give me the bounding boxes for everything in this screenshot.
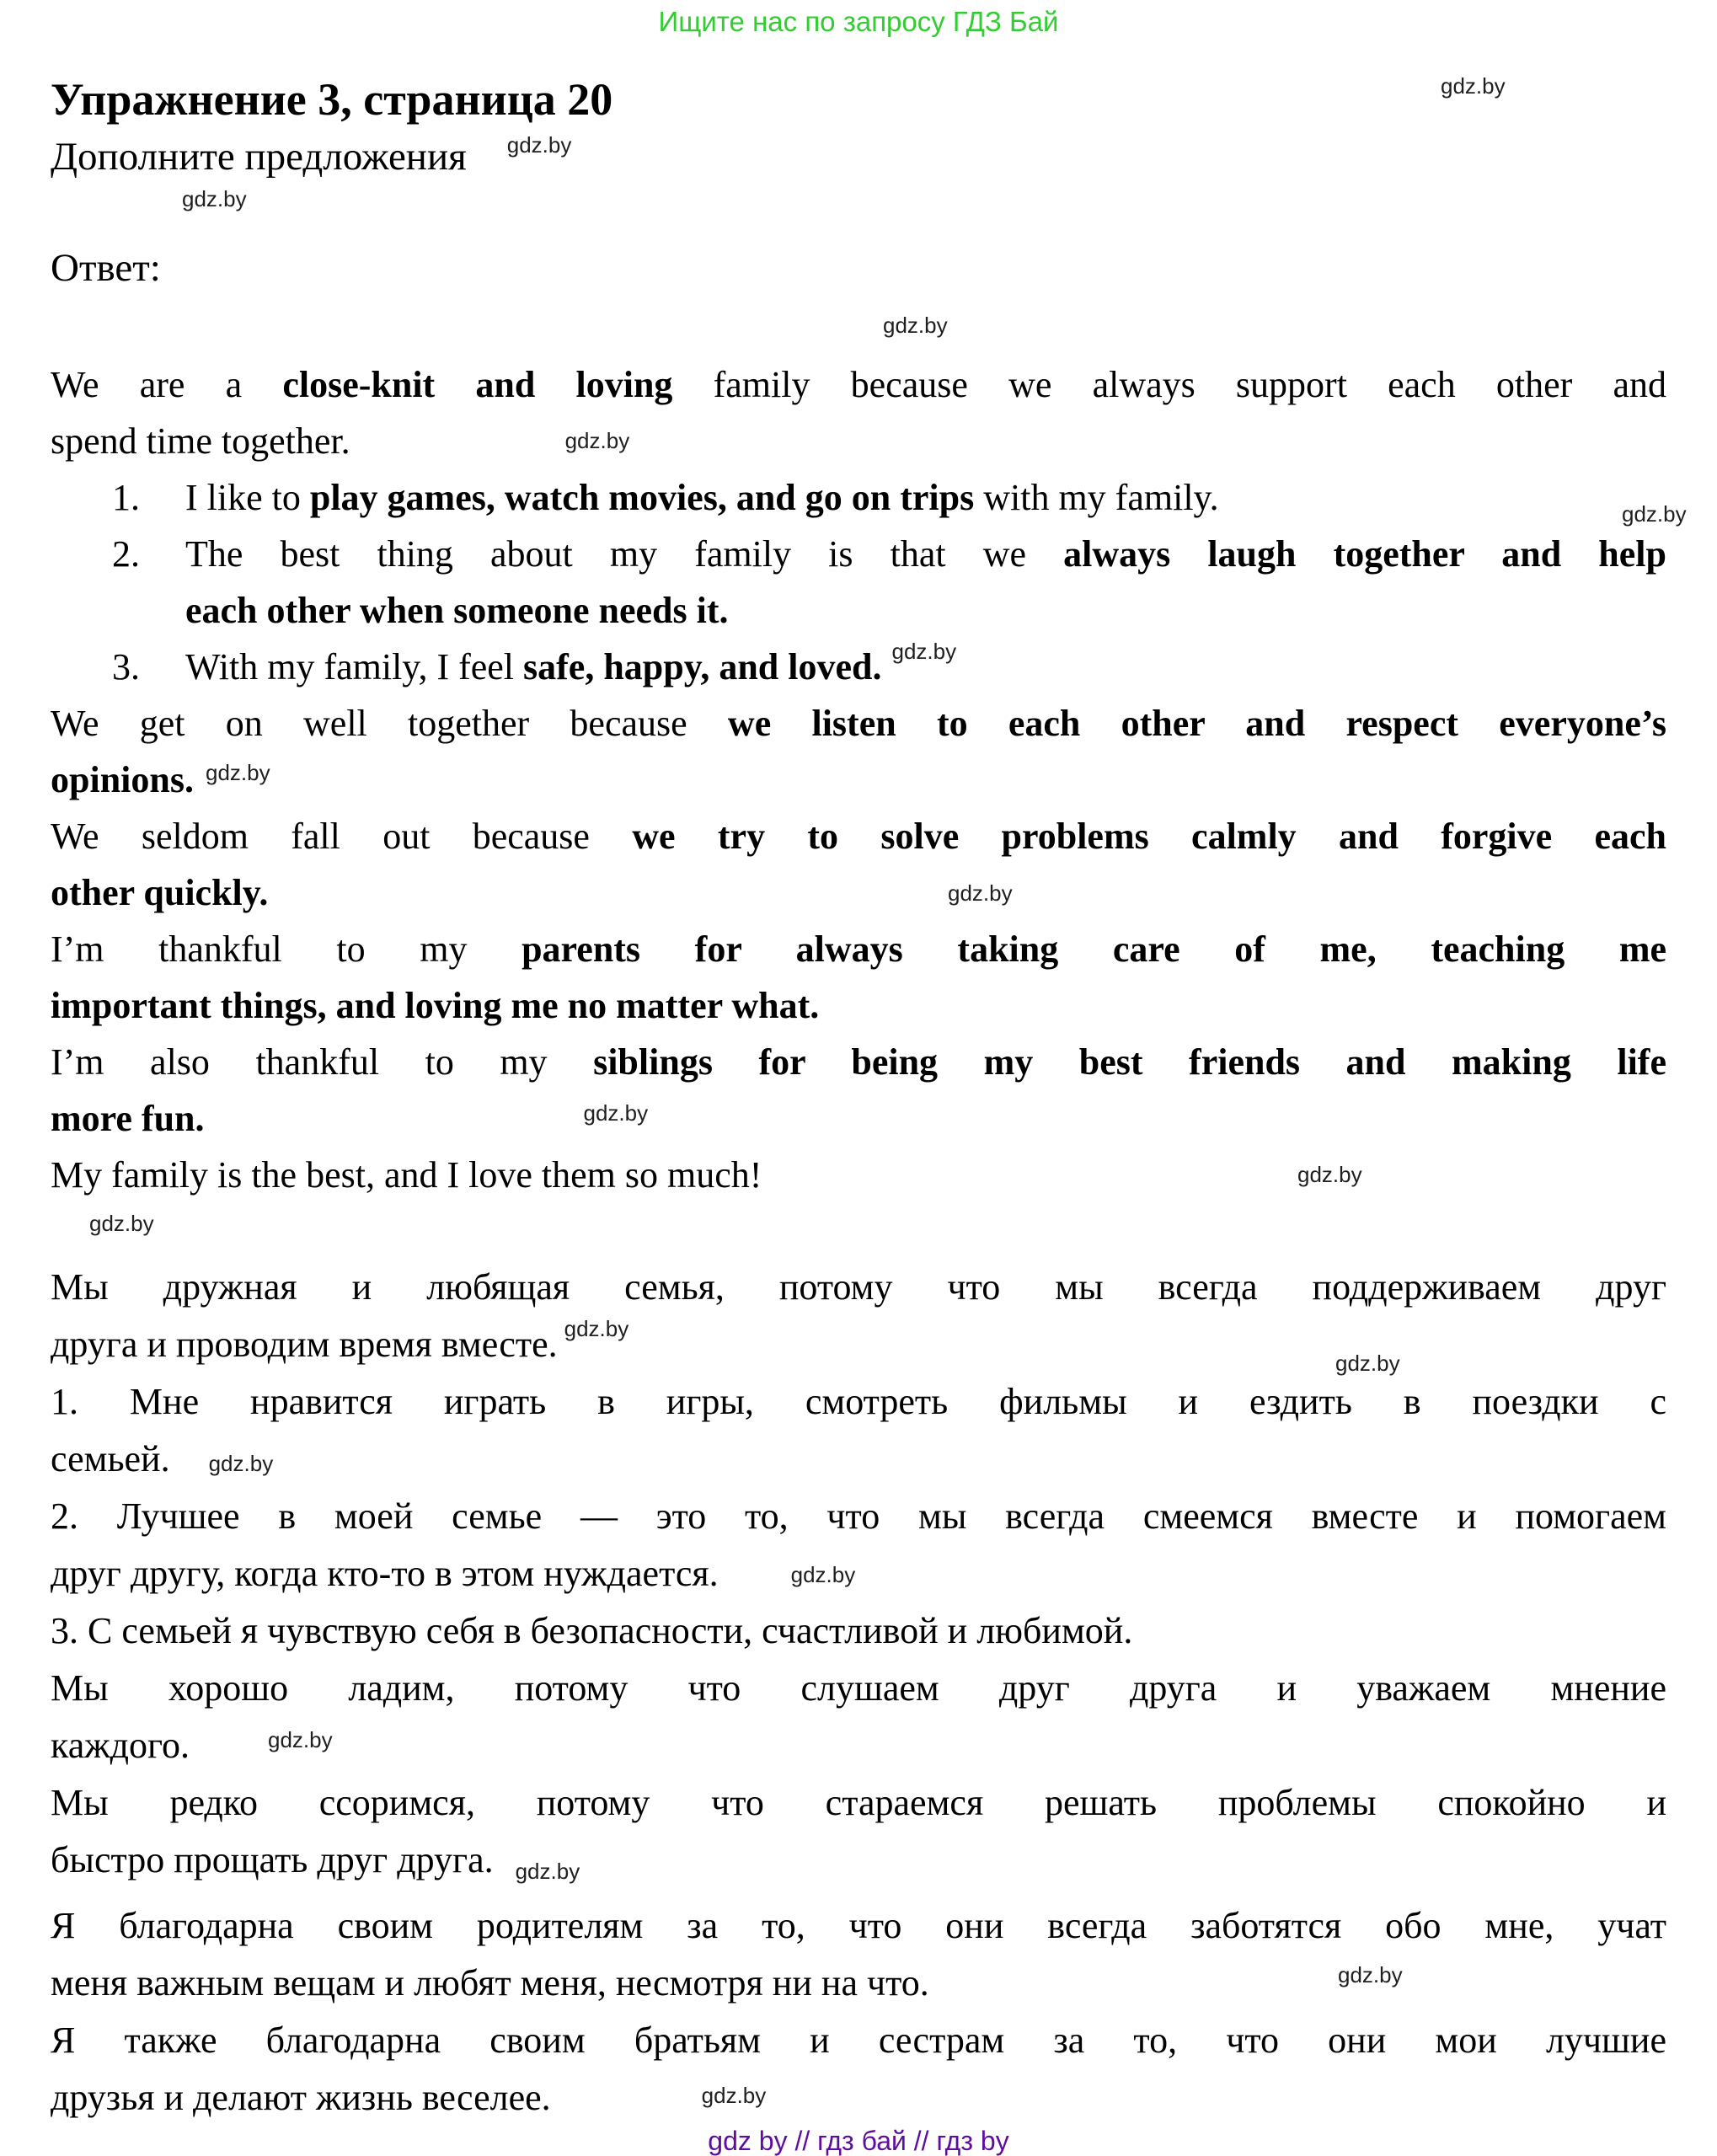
list-number: 2. <box>112 533 140 575</box>
answer-text: We are a <box>51 364 283 405</box>
gdz-watermark: gdz.by <box>948 880 1013 906</box>
list-number: 1. <box>112 477 140 518</box>
text-line <box>51 977 1666 1034</box>
answer-body <box>51 356 1666 2127</box>
exercise-title: Упражнение 3, страница 20 <box>51 74 613 125</box>
answer-text: 1. Мне нравится играть в игры, смотреть фильмы и ездить в поездки с <box>51 1381 1666 1422</box>
text-line <box>51 864 1666 921</box>
answer-text: 3. С семьей я чувствую себя в безопасности, счастливой и любимой. <box>51 1610 1133 1651</box>
en-list-item-2 <box>51 526 1666 639</box>
text-line <box>51 1373 1666 1431</box>
answer-text: друга и проводим время вместе. <box>51 1324 558 1365</box>
text-line <box>51 1832 1666 1889</box>
text-line <box>51 1431 1666 1488</box>
text-line <box>51 2069 1666 2127</box>
text-line <box>51 1488 1666 1545</box>
ru-item-1 <box>51 1373 1666 1488</box>
text-line <box>51 526 1666 582</box>
text-line <box>51 1897 1666 1955</box>
answer-text: Я благодарна своим родителям за то, что они всегда заботятся обо мне, учат <box>51 1905 1666 1946</box>
answer-label: Ответ: <box>51 246 161 290</box>
text-line <box>51 808 1666 864</box>
answer-text: I’m thankful to my <box>51 928 522 970</box>
answer-text-bold: more fun. <box>51 1098 205 1139</box>
ru-seldom <box>51 1774 1666 1889</box>
en-list-item-1 <box>51 469 1666 526</box>
gdz-watermark: gdz.by <box>182 186 247 211</box>
answer-text: Мы дружная и любящая семья, потому что мы всегда поддерживаем друг <box>51 1266 1666 1308</box>
text-line <box>51 1774 1666 1832</box>
text-line <box>51 1660 1666 1717</box>
answer-text-bold: other quickly. <box>51 872 269 913</box>
gdz-watermark: gdz.by <box>515 1859 580 1884</box>
gdz-watermark: gdz.by <box>1335 1351 1400 1376</box>
en-thanks-siblings <box>51 1034 1666 1147</box>
text-line <box>51 752 1666 808</box>
answer-text: We get on well together because <box>51 703 728 744</box>
answer-text-bold: always laugh together and help <box>1063 533 1667 575</box>
answer-text-bold: siblings for being my best friends and making life <box>593 1041 1666 1083</box>
gdz-watermark: gdz.by <box>89 1211 154 1236</box>
gdz-watermark: gdz.by <box>564 1316 629 1341</box>
gdz-watermark: gdz.by <box>506 132 572 158</box>
answer-text-bold: we listen to each other and respect everyone’s <box>727 703 1666 744</box>
gdz-watermark: gdz.by <box>1338 1962 1403 1987</box>
gdz-watermark: gdz.by <box>564 428 630 453</box>
text-line <box>51 1147 1666 1203</box>
answer-text: My family is the best, and I love them so much! <box>51 1154 762 1196</box>
gdz-watermark: gdz.by <box>701 2083 767 2108</box>
ru-thanks-parents <box>51 1897 1666 2012</box>
en-list-item-3 <box>51 639 1666 695</box>
text-line <box>51 921 1666 977</box>
text-line <box>51 1034 1666 1090</box>
answer-text: быстро прощать друг друга. <box>51 1839 494 1880</box>
text-line <box>51 695 1666 752</box>
answer-text-bold: safe, happy, and loved. <box>523 646 882 687</box>
text-line <box>51 639 1666 695</box>
text-line <box>51 1316 1666 1376</box>
text-line <box>51 1090 1666 1147</box>
answer-text: меня важным вещам и любят меня, несмотря ни на что. <box>51 1962 929 2004</box>
en-seldom-fall-out <box>51 808 1666 921</box>
answer-text: We seldom fall out because <box>51 816 633 857</box>
gdz-watermark: gdz.by <box>1297 1162 1362 1187</box>
gdz-watermark: gdz.by <box>1441 73 1506 99</box>
text-line <box>51 1717 1666 1774</box>
ru-get-on <box>51 1660 1666 1774</box>
answer-text: друзья и делают жизнь веселее. <box>51 2077 551 2118</box>
text-line <box>51 1955 1666 2012</box>
gdz-watermark: gdz.by <box>205 760 270 785</box>
gdz-watermark: gdz.by <box>1622 501 1687 527</box>
answer-text-bold: parents for always taking care of me, teaching me <box>522 928 1666 970</box>
answer-text: spend time together. <box>51 420 350 462</box>
text-line <box>51 1545 1666 1602</box>
ru-item-3 <box>51 1602 1666 1660</box>
answer-text: Мы хорошо ладим, потому что слушаем друг друга и уважаем мнение <box>51 1667 1666 1709</box>
answer-text: family because we always support each other and <box>672 364 1666 405</box>
en-get-on <box>51 695 1666 808</box>
answer-text: I’m also thankful to my <box>51 1041 594 1083</box>
answer-text: семьей. <box>51 1438 170 1479</box>
gdz-watermark: gdz.by <box>891 639 957 664</box>
list-number: 3. <box>112 646 140 687</box>
ru-thanks-siblings <box>51 2012 1666 2127</box>
gdz-watermark: gdz.by <box>790 1562 856 1587</box>
answer-text-bold: opinions. <box>51 759 194 800</box>
answer-text: друг другу, когда кто-то в этом нуждается. <box>51 1553 719 1594</box>
answer-text: with my family. <box>974 477 1219 518</box>
answer-text-bold: each other when someone needs it. <box>185 590 729 631</box>
answer-text: Мы редко ссоримся, потому что стараемся решать проблемы спокойно и <box>51 1782 1666 1823</box>
text-line <box>51 2012 1666 2069</box>
en-thanks-parents <box>51 921 1666 1034</box>
text-line <box>51 413 1666 469</box>
answer-text-bold: important things, and loving me no matter what. <box>51 985 820 1026</box>
text-line <box>51 582 1666 639</box>
answer-text: With my family, I feel <box>185 646 524 687</box>
gdz-watermark: gdz.by <box>208 1451 274 1476</box>
text-line <box>51 356 1666 413</box>
ru-intro <box>51 1259 1666 1376</box>
ru-item-2 <box>51 1488 1666 1602</box>
answer-text: каждого. <box>51 1725 190 1766</box>
answer-text: Я также благодарна своим братьям и сестрам за то, что они мои лучшие <box>51 2020 1666 2061</box>
answer-text-bold: we try to solve problems calmly and forgive each <box>632 816 1667 857</box>
footer-links: gdz by // гдз бай // гдз by <box>708 2126 1009 2156</box>
text-line <box>51 1259 1666 1316</box>
promo-banner: Ищите нас по запросу ГДЗ Бай <box>658 6 1059 37</box>
task-subtitle <box>51 133 1666 180</box>
gdz-watermark: gdz.by <box>883 313 948 338</box>
en-intro <box>51 356 1666 469</box>
answer-text-bold: close-knit and loving <box>282 364 673 405</box>
answer-text: The best thing about my family is that we <box>185 533 1064 575</box>
gdz-watermark: gdz.by <box>583 1100 649 1126</box>
answer-text-bold: play games, watch movies, and go on trips <box>309 477 975 518</box>
text-line <box>51 1602 1666 1660</box>
task-subtitle-text: Дополните предложения <box>51 135 467 179</box>
text-line <box>51 469 1666 526</box>
answer-text: 2. Лучшее в моей семье — это то, что мы всегда смеемся вместе и помогаем <box>51 1495 1666 1537</box>
gdz-watermark: gdz.by <box>267 1727 333 1752</box>
en-family-best <box>51 1147 1666 1203</box>
answer-text: I like to <box>185 477 310 518</box>
